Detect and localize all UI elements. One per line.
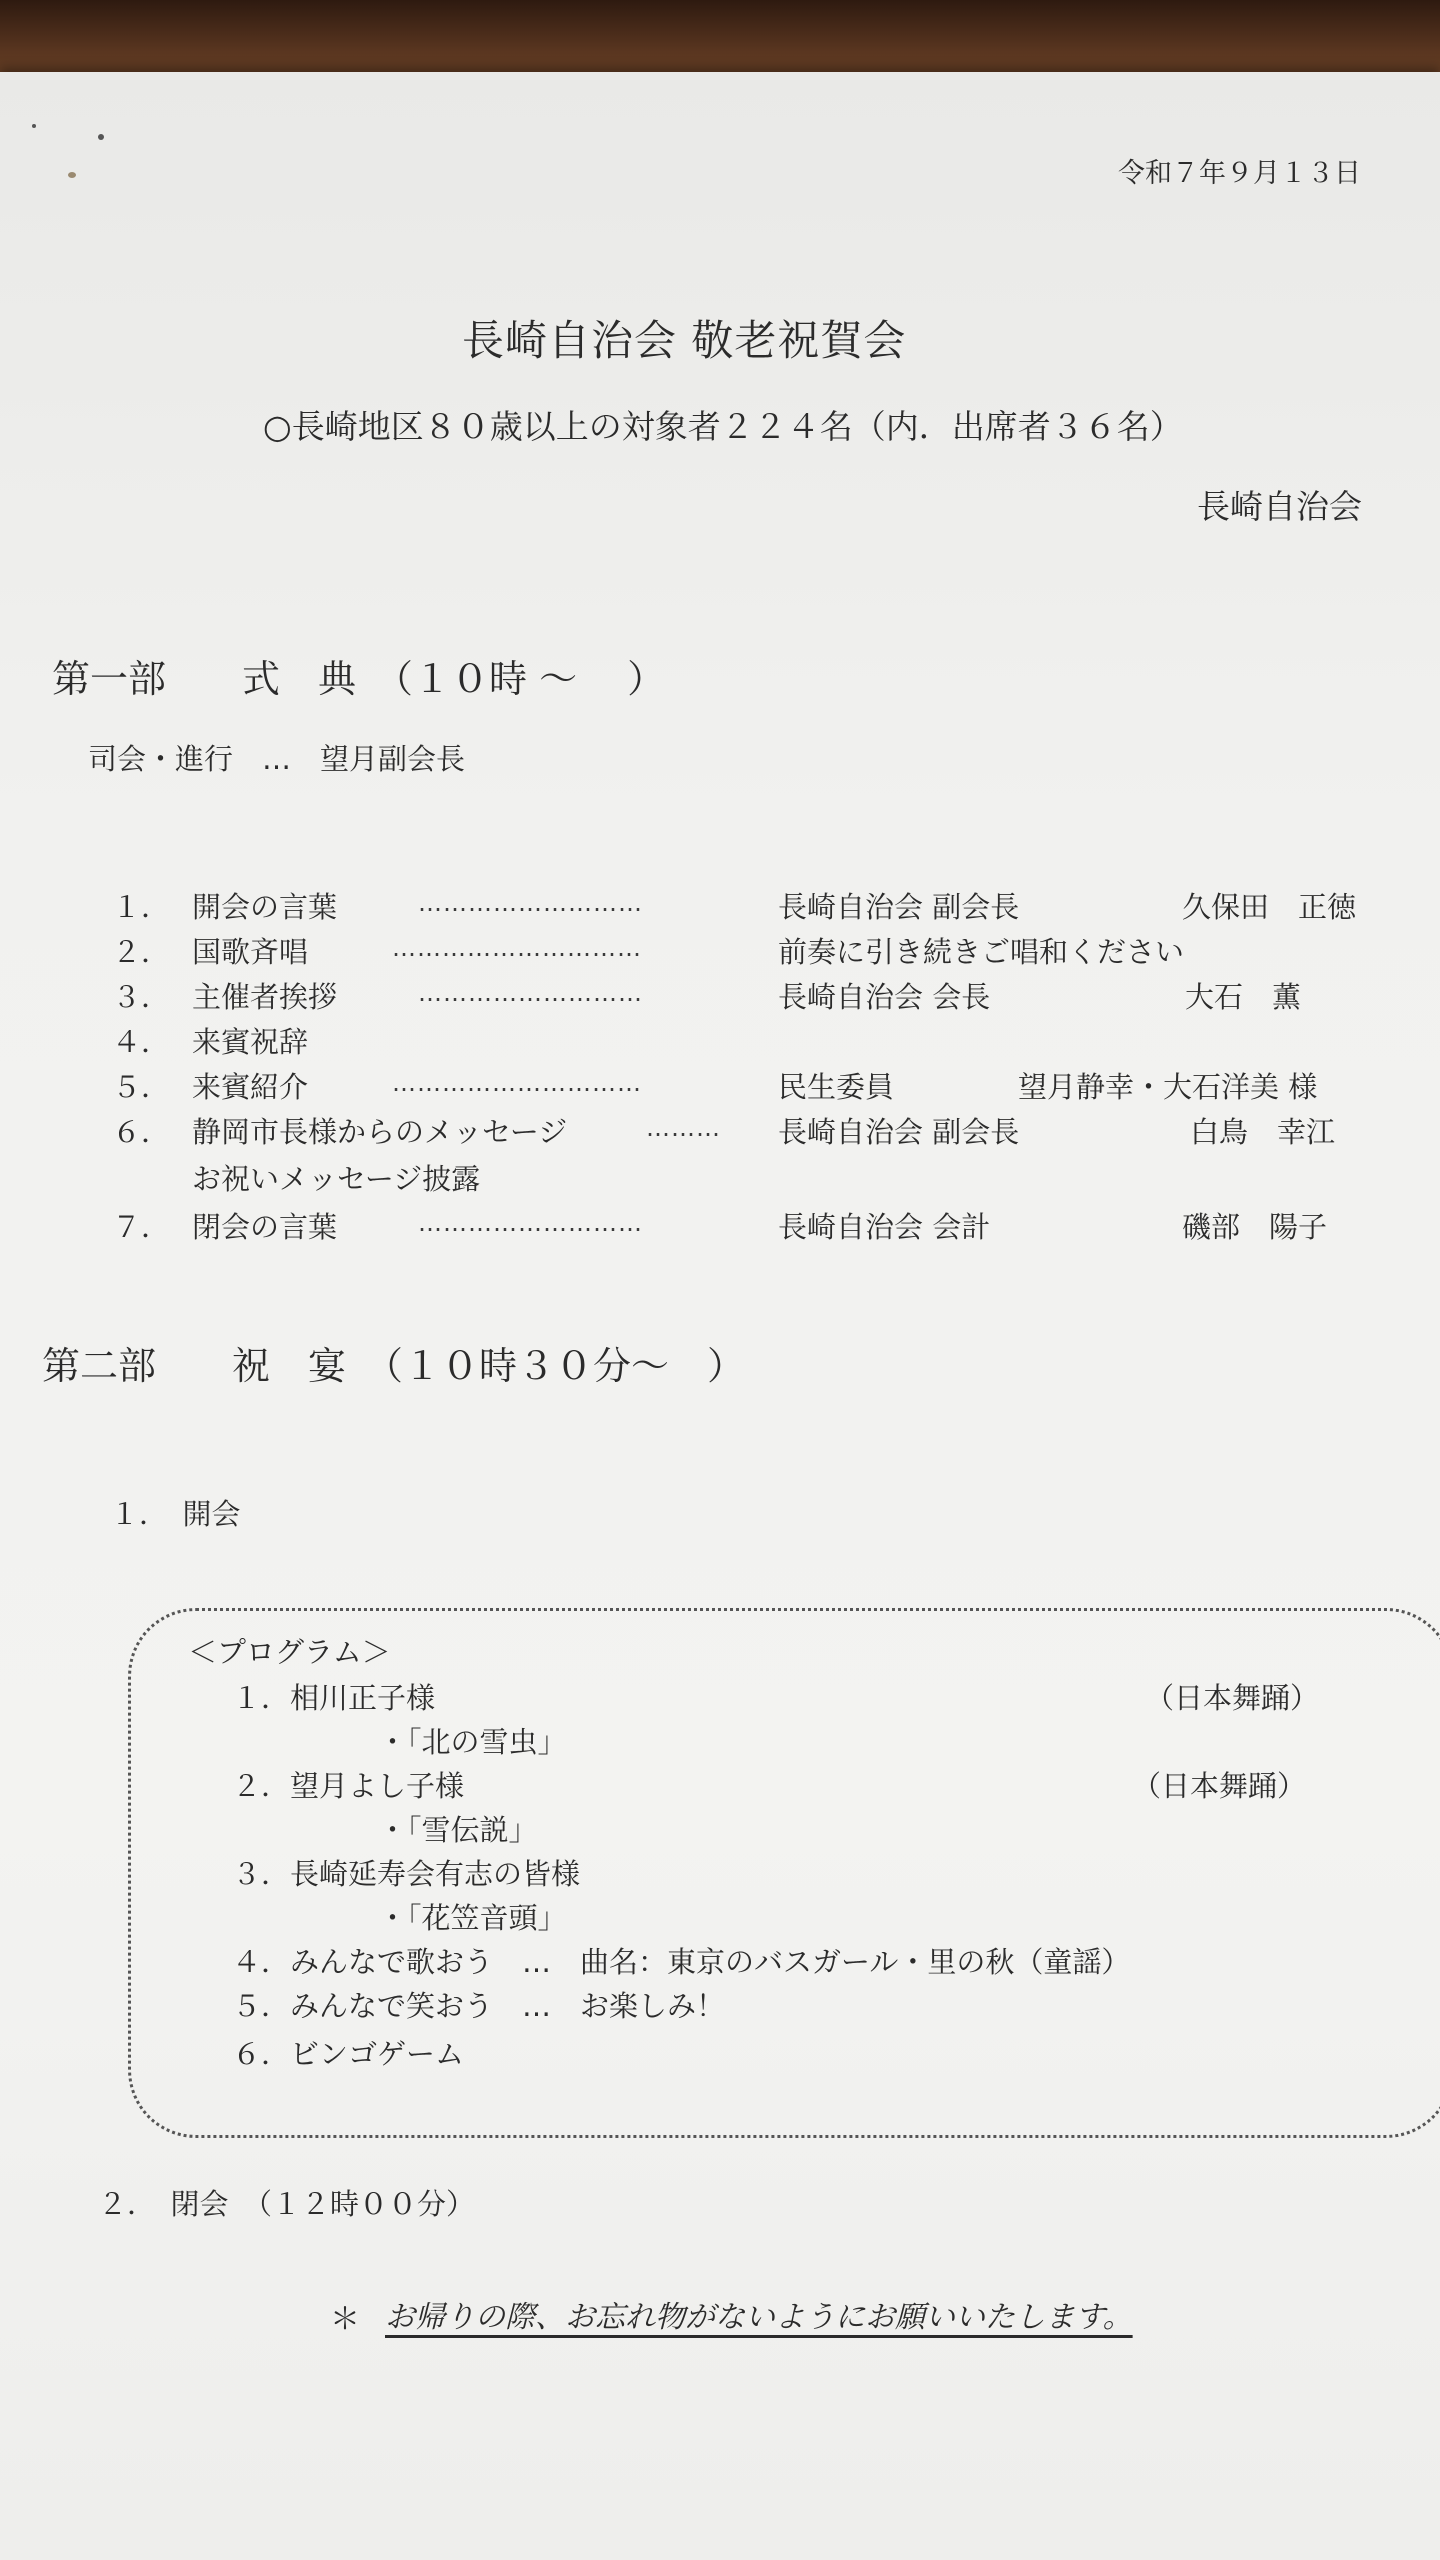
attendee-summary: ○長崎地区８０歳以上の対象者２２４名（内．出席者３６名） <box>263 407 1183 446</box>
agenda-title: 主催者挨拶 <box>192 980 338 1014</box>
agenda-leader-dots: ………………………… <box>392 1069 642 1097</box>
agenda-number: ３． <box>112 980 171 1014</box>
agenda-leader-dots: ……… <box>646 1114 721 1142</box>
agenda-row <box>0 975 1440 1015</box>
agenda-row <box>0 1205 1440 1245</box>
agenda-leader-dots: ………………………… <box>392 934 642 962</box>
agenda-leader-dots: ……………………… <box>418 979 643 1007</box>
agenda-title: 来賓祝辞 <box>192 1025 309 1059</box>
program-line: ・「雪伝説」 <box>378 1813 538 1847</box>
agenda-role: 長崎自治会 会長 <box>778 980 991 1014</box>
agenda-person: 大石 薫 <box>1185 980 1302 1014</box>
agenda-person: 久保田 正徳 <box>1182 890 1357 924</box>
program-line: ４．みんなで歌おう … 曲名：東京のバスガール・里の秋（童謡） <box>232 1945 1131 1979</box>
note-asterisk: ＊ <box>330 2302 360 2337</box>
program-genre: （日本舞踊） <box>1132 1769 1307 1803</box>
closing-note: お帰りの際、お忘れ物がないようにお願いいたします。 <box>385 2300 1133 2335</box>
paper-speck <box>32 124 36 128</box>
mc-line: 司会・進行 … 望月副会長 <box>88 742 466 776</box>
agenda-title: 閉会の言葉 <box>192 1210 338 1244</box>
program-line: ３．長崎延寿会有志の皆様 <box>232 1857 581 1891</box>
agenda-title: 静岡市長様からのメッセージ <box>192 1115 568 1149</box>
agenda-row <box>0 1020 1440 1060</box>
agenda-title: お祝いメッセージ披露 <box>192 1162 481 1196</box>
banquet-closing: ２． 閉会 （１２時００分） <box>98 2187 476 2221</box>
agenda-number: ６． <box>112 1115 171 1149</box>
agenda-role: 前奏に引き続きご唱和ください <box>778 935 1185 969</box>
document-date: 令和７年９月１３日 <box>1118 158 1361 189</box>
program-line: １．相川正子様 <box>232 1681 436 1715</box>
agenda-number: ７． <box>112 1210 171 1244</box>
agenda-person: 白鳥 幸江 <box>1190 1115 1336 1149</box>
program-header: ＜プログラム＞ <box>188 1635 391 1669</box>
agenda-row <box>0 1110 1440 1150</box>
program-line: ５．みんなで笑おう … お楽しみ！ <box>232 1989 726 2023</box>
paper-speck <box>68 172 76 178</box>
agenda-person: 望月静幸・大石洋美 様 <box>1018 1070 1318 1104</box>
agenda-row <box>0 885 1440 925</box>
agenda-number: ５． <box>112 1070 171 1104</box>
agenda-number: １． <box>112 890 171 924</box>
program-line: ・「北の雪虫」 <box>378 1725 567 1759</box>
agenda-row <box>0 1157 1440 1197</box>
part2-heading: 第二部 祝 宴 （１０時３０分～ ） <box>42 1344 746 1388</box>
agenda-title: 開会の言葉 <box>192 890 338 924</box>
organizer-name: 長崎自治会 <box>1197 487 1362 526</box>
agenda-title: 来賓紹介 <box>192 1070 309 1104</box>
agenda-role: 長崎自治会 副会長 <box>778 1115 1020 1149</box>
program-line: ６．ビンゴゲーム <box>232 2037 465 2071</box>
document-title: 長崎自治会 敬老祝賀会 <box>462 316 907 365</box>
agenda-leader-dots: ……………………… <box>418 889 643 917</box>
agenda-row <box>0 930 1440 970</box>
program-genre: （日本舞踊） <box>1145 1681 1320 1715</box>
agenda-leader-dots: ……………………… <box>418 1209 643 1237</box>
banquet-opening: １． 開会 <box>110 1497 241 1531</box>
program-line: ２．望月よし子様 <box>232 1769 465 1803</box>
agenda-row <box>0 1065 1440 1105</box>
agenda-number: ２． <box>112 935 171 969</box>
agenda-title: 国歌斉唱 <box>192 935 309 969</box>
part1-heading: 第一部 式 典 （１０時 ～ ） <box>52 657 666 701</box>
agenda-role: 民生委員 <box>778 1070 895 1104</box>
program-line: ・「花笠音頭」 <box>378 1901 567 1935</box>
paper-speck <box>98 134 104 140</box>
agenda-role: 長崎自治会 副会長 <box>778 890 1020 924</box>
agenda-person: 磯部 陽子 <box>1182 1210 1328 1244</box>
agenda-number: ４． <box>112 1025 171 1059</box>
agenda-role: 長崎自治会 会計 <box>778 1210 991 1244</box>
